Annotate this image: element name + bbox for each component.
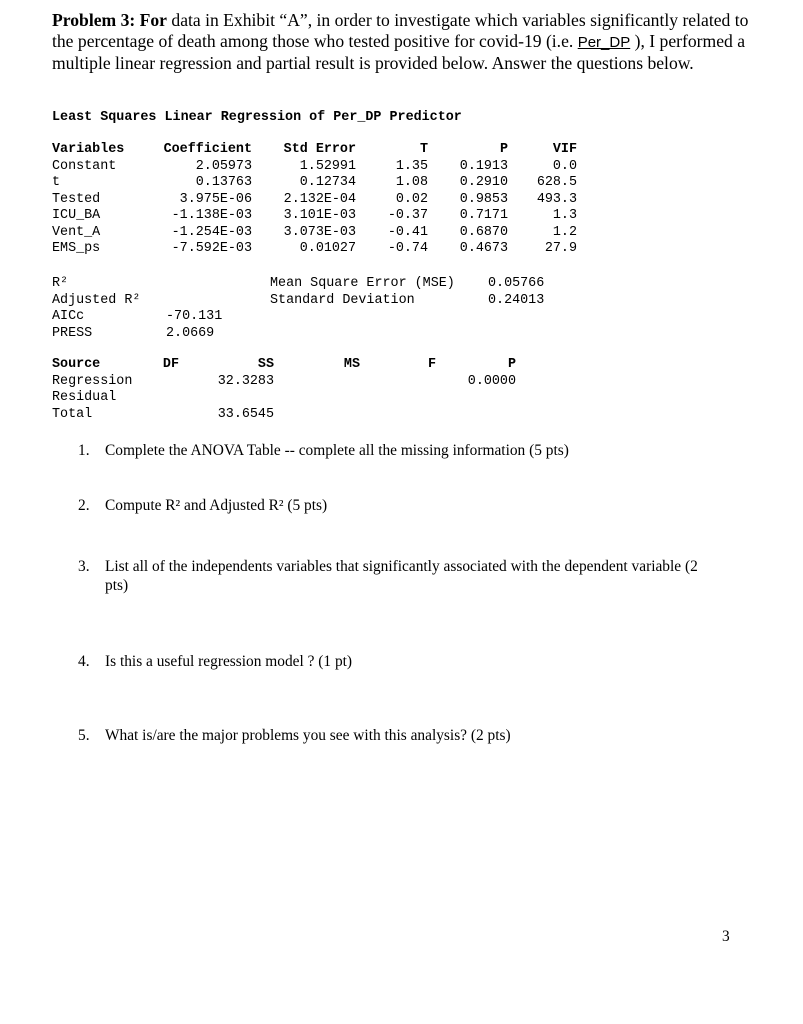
question-5 (78, 726, 718, 745)
coefficient-value: -1.138E-03 (171, 208, 252, 223)
problem-label: Problem 3: (52, 10, 136, 30)
source-name: Total (52, 406, 93, 422)
header-ss: SS (257, 357, 274, 372)
coefficient-header-row (52, 142, 577, 159)
table-row (52, 175, 577, 192)
variable-name: ICU_BA (52, 208, 101, 223)
anova-header-row (52, 357, 516, 374)
vif-value: 628.5 (536, 175, 577, 190)
header-coefficient: Coefficient (163, 142, 252, 157)
vif-value: 0.0 (552, 158, 577, 174)
question-4 (78, 652, 718, 671)
question-text: List all of the independents variables that significantly associated with the dependent variable (2 pts) (105, 558, 698, 594)
p-value: 0.2910 (459, 175, 508, 190)
t-value: -0.37 (387, 208, 428, 223)
header-df: DF (162, 357, 179, 372)
std-error-value: 0.12734 (299, 175, 356, 190)
ss-value: 32.3283 (217, 373, 274, 389)
f-value (360, 390, 436, 407)
p-value: 0.7171 (459, 208, 508, 223)
aicc-value: -70.131 (166, 309, 223, 324)
variable-name: Vent_A (52, 224, 101, 240)
question-3 (78, 557, 718, 595)
std-error-value: 1.52991 (299, 158, 356, 174)
source-name: Residual (52, 390, 117, 405)
coefficient-value: 2.05973 (195, 158, 252, 174)
table-row (52, 159, 577, 176)
for-word: For (139, 10, 167, 30)
adjusted-r2-label: Adjusted R² (52, 292, 141, 308)
table-row (52, 407, 516, 424)
p-value (436, 390, 516, 407)
table-row (52, 390, 516, 407)
ss-value: 33.6545 (217, 406, 274, 422)
mse-value: 0.05766 (488, 276, 545, 291)
f-value (360, 374, 436, 391)
variable-name: EMS_ps (52, 241, 101, 256)
question-1 (78, 441, 718, 460)
variable-name: Tested (52, 191, 101, 207)
t-value: 0.02 (395, 191, 428, 207)
vif-value: 493.3 (536, 191, 577, 207)
std-error-value: 3.101E-03 (283, 208, 356, 223)
df-value (157, 407, 179, 424)
header-f: F (427, 357, 436, 372)
dependent-variable-name: Per_DP (577, 34, 631, 51)
header-t: T (419, 142, 428, 157)
ms-value (274, 374, 360, 391)
p-value (436, 407, 516, 424)
coefficient-value: -1.254E-03 (171, 224, 252, 240)
r2-label: R² (52, 276, 69, 291)
ss-value (179, 390, 274, 407)
intro-text-2: ), I performed a multiple linear regression and partial result is provided below. Answer the questions below. (52, 31, 746, 73)
question-text: Is this a useful regression model ? (1 pt) (105, 653, 353, 670)
anova-table (52, 357, 516, 423)
std-error-value: 3.073E-03 (283, 224, 356, 240)
f-value (360, 407, 436, 424)
coefficient-value: -7.592E-03 (171, 241, 252, 256)
header-source: Source (52, 357, 101, 372)
coefficient-value: 0.13763 (195, 175, 252, 190)
t-value: 1.08 (395, 175, 428, 190)
std-error-value: 0.01027 (299, 241, 356, 256)
aicc-label: AICc (52, 309, 85, 324)
table-row (52, 208, 577, 225)
vif-value: 1.2 (552, 224, 577, 240)
header-variables: Variables (52, 142, 125, 157)
table-row (52, 225, 577, 242)
press-label: PRESS (52, 325, 93, 341)
p-value: 0.4673 (459, 241, 508, 256)
ms-value (274, 390, 360, 407)
p-value: 0.9853 (459, 191, 508, 207)
p-value: 0.6870 (459, 224, 508, 240)
regression-title: Least Squares Linear Regression of Per_DP Predictor (52, 110, 462, 125)
question-number: 4. (78, 653, 90, 670)
vif-value: 27.9 (544, 241, 577, 256)
coefficient-table (52, 142, 577, 258)
mse-label: Mean Square Error (MSE) (270, 276, 455, 291)
question-number: 3. (78, 558, 90, 575)
header-p: P (499, 142, 508, 157)
df-value (157, 390, 179, 407)
question-number: 2. (78, 497, 90, 514)
p-value: 0.1913 (459, 158, 508, 174)
press-value: 2.0669 (166, 325, 215, 341)
table-row (52, 374, 516, 391)
intro-text-1: data in Exhibit “A”, in order to investigate which variables significantly related to the percentage of death among those who tested positive for covid-19 (i.e. (52, 10, 749, 51)
question-text: What is/are the major problems you see with this analysis? (2 pts) (105, 727, 511, 744)
std-error-value: 2.132E-04 (283, 191, 356, 207)
t-value: 1.35 (395, 158, 428, 174)
question-number: 5. (78, 727, 90, 744)
header-ms: MS (343, 357, 360, 372)
coefficient-value: 3.975E-06 (179, 191, 252, 207)
sd-label: Standard Deviation (270, 292, 415, 308)
question-2 (78, 496, 718, 515)
table-row (52, 241, 577, 258)
page-number: 3 (722, 928, 730, 945)
sd-value: 0.24013 (488, 292, 545, 308)
variable-name: Constant (52, 158, 117, 174)
header-std-error: Std Error (283, 142, 356, 157)
question-text: Compute R² and Adjusted R² (5 pts) (105, 497, 328, 514)
problem-statement (52, 10, 752, 74)
header-p: P (507, 357, 516, 372)
ms-value (274, 407, 360, 424)
variable-name: t (52, 175, 61, 190)
question-number: 1. (78, 442, 90, 459)
vif-value: 1.3 (552, 208, 577, 223)
question-text: Complete the ANOVA Table -- complete all the missing information (5 pts) (105, 442, 569, 459)
df-value (157, 374, 179, 391)
header-vif: VIF (552, 142, 577, 157)
t-value: -0.41 (387, 224, 428, 240)
p-value: 0.0000 (467, 373, 516, 389)
t-value: -0.74 (387, 241, 428, 256)
source-name: Regression (52, 373, 133, 389)
table-row (52, 192, 577, 209)
